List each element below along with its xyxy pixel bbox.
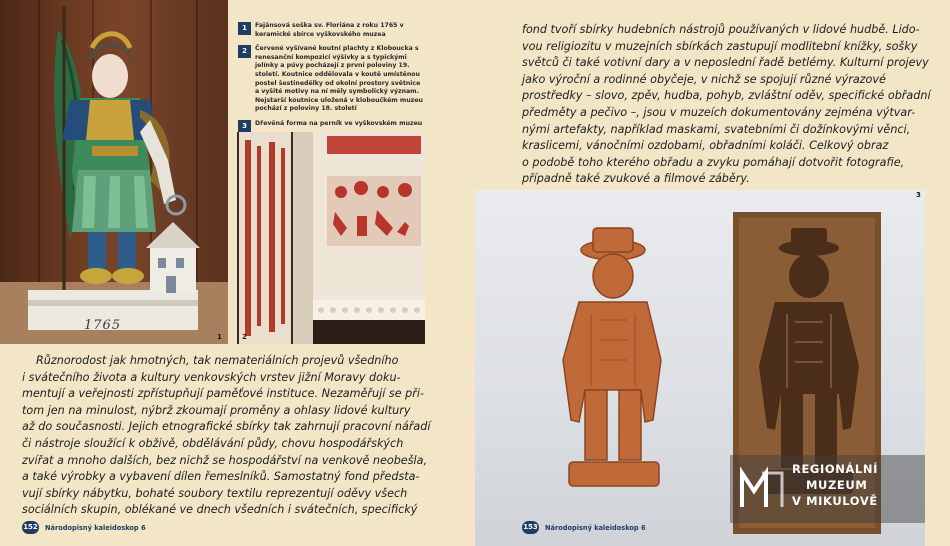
photo-number-1: 1 [217,333,222,341]
caption-item [238,45,424,114]
footer-left [22,521,146,534]
footer-title-left: Národopisný kaleidoskop 6 [45,523,146,532]
caption-item [238,22,424,39]
photo-embroidered-textile [237,132,425,344]
statue-date-inscription: 1765 [84,318,122,333]
photo-number-2: 2 [242,333,247,341]
watermark-text [792,461,878,509]
photo-st-florian-statue [0,0,228,344]
watermark-line-1: REGIONÁLNÍ [792,462,878,476]
caption-number-badge: 2 [238,45,251,58]
body-text-left [22,353,444,519]
caption-text: Dřevěná forma na perník ve vyškovském muzeu [255,119,423,127]
watermark-line-3: V MIKULOVĚ [792,494,878,508]
body-paragraph-right: fond tvoří sbírky hudebních nástrojů používaných v lidové hudbě. Lido- vou religiozitu v muzejních sbírkách zastupují modlitební knížky, sošky světců či také votivní dary a v neposlední řadě betlémy. Kulturní projevy jako výroční a rodinné obyčeje, v nichž se spojují různé výrazové prostředky – slovo, zpěv, hudba, pohyb, zvláštní oděv, specifické obřadní předměty a pečivo –, jsou v muzeích dokumentovány zejména výtvar- nými artefakty, například maskami, svatebními či dožínkovými věnci, kraslicemi, vánočními ozdobami, obřadními koláči. Celkový obraz o podobě toho kterého obřadu a zvyku pomáhají dotvořit fotografie, případně také zvukové a filmové záběry. [522,23,931,186]
caption-number-badge: 3 [238,120,251,133]
body-paragraph-left: Různorodost jak hmotných, tak nemateriálních projevů všedního i svátečního života a kultury venkovských vrstev jižní Moravy doku- mentují a veřejnosti zpřístupňují paměťové instituce. Nezaměřují se při- tom jen na minulost, nýbrž zkoumají proměny a ohlasy lidové kultury až do současnosti. Jejich etnografické sbírky tak zahrnují pracovní nářadí či nástroje sloužící k obživě, obdělávání půdy, chovu hospodářských zvířat a mnoho dalších, bez nichž se hospodářství na venkově neobešla, a také výrobky a vybavení dílen řemeslníků. Samostatný fond předsta- vují sbírky nábytku, bohaté soubory textilu reprezentují oděvy všech sociálních skupin, oblékané ve dnech všedních i svátečních, specifický [22,354,431,517]
page-number-left: 152 [22,521,39,534]
caption-list [238,22,424,139]
right-page [475,0,950,546]
textile-illustration [237,132,425,344]
page-number-right: 153 [522,521,539,534]
caption-number-badge: 1 [238,22,251,35]
footer-title-right: Národopisný kaleidoskop 6 [545,523,646,532]
body-text-right [522,22,950,188]
statue-illustration [0,0,228,344]
caption-text: Fajánsová soška sv. Floriána z roku 1765 v keramické sbírce vyškovského muzea [255,22,404,38]
watermark-line-2: MUZEUM [806,478,868,492]
footer-right [522,521,646,534]
museum-watermark [730,455,925,523]
caption-text: Červené vyšívané koutní plachty z Klobouckа s renesanční kompozicí výšivky a s typickými jelínky a púvy pocházejí z první poloviny 19. století. Koutnice oddělovala v koutě umístěnou postel šestinedělky od okolní prostory světnice a vyšité motivy na ní měly symbolický význam. Nejstarší koutnice uložená v kloboučkém muzeu pochází z poloviny 18. století [255,45,423,113]
caption-item [238,120,424,133]
photo-number-3: 3 [916,191,921,199]
museum-logo-icon [736,463,788,515]
